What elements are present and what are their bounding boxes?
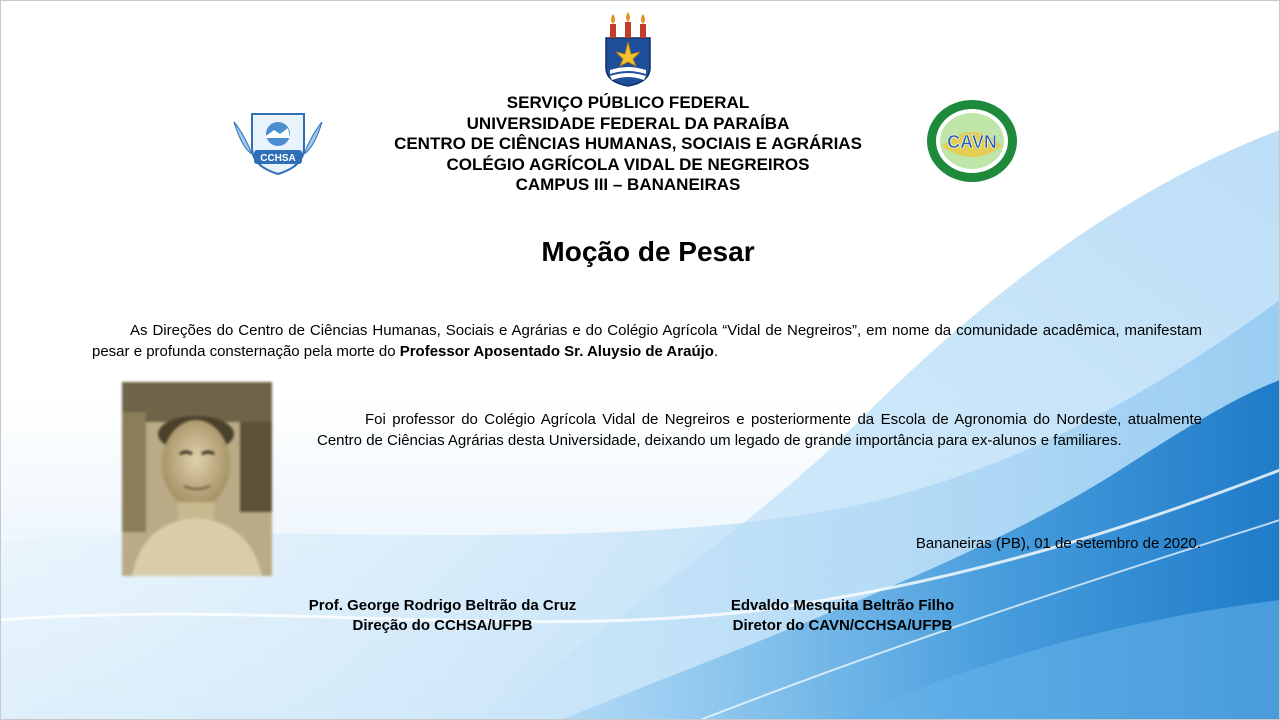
ufpb-crest-icon [600, 12, 656, 88]
header-line: UNIVERSIDADE FEDERAL DA PARAÍBA [466, 113, 790, 133]
place-date: Bananeiras (PB), 01 de setembro de 2020. [915, 535, 1201, 552]
signature-left [270, 596, 615, 636]
signatory-role: Direção do CCHSA/UFPB [352, 617, 533, 634]
portrait-photo [122, 382, 272, 576]
biography-text: Foi professor do Colégio Agrícola Vidal de Negreiros e posteriormente da Escola de Agronomia do Nordeste, atualmente Centro de Ciências Agrárias desta Universidade, deixando um legado de grande importância para ex-alunos e familiares. [317, 411, 1202, 449]
cavn-seal-icon [925, 98, 1019, 184]
honoree-name: Professor Aposentado Sr. Aluysio de Araújo [399, 343, 714, 360]
header-line: CENTRO DE CIÊNCIAS HUMANAS, SOCIAIS E AGRÁRIAS [394, 134, 862, 153]
intro-end: . [713, 343, 719, 360]
signatory-name: Edvaldo Mesquita Beltrão Filho [730, 597, 955, 614]
signature-right [690, 596, 995, 636]
cchsa-emblem-icon [230, 104, 326, 176]
header-line: SERVIÇO PÚBLICO FEDERAL [506, 93, 750, 112]
intro-paragraph [92, 320, 1202, 362]
cavn-logo-text: CAVN [947, 132, 997, 152]
signatory-role: Diretor do CAVN/CCHSA/UFPB [732, 617, 953, 634]
signatory-name: Prof. George Rodrigo Beltrão da Cruz [308, 597, 577, 614]
cchsa-logo-text: CCHSA [260, 153, 296, 164]
page-title: Moção de Pesar [541, 236, 755, 267]
biography-paragraph [317, 409, 1202, 451]
header-line: COLÉGIO AGRÍCOLA VIDAL DE NEGREIROS [446, 154, 810, 174]
header-line: CAMPUS III – BANANEIRAS [515, 175, 741, 194]
intro-text: As Direções do Centro de Ciências Humanas, Sociais e Agrárias e do Colégio Agrícola “Vidal de Negreiros”, em nome da comunidade acadêmica, manifestam pesar e profunda consternação pela morte do [92, 322, 1202, 360]
institution-header [340, 93, 916, 196]
